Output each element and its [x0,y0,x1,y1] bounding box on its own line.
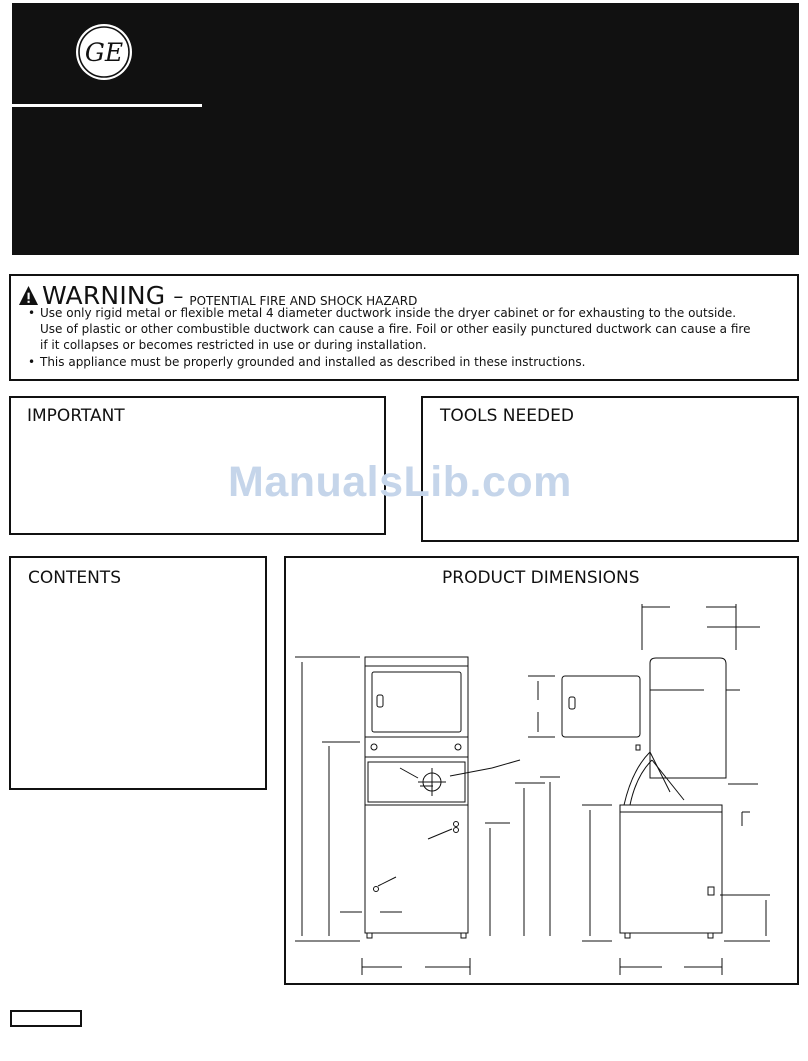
warning-line: This appliance must be properly grounded and installed as described in these instructions. [40,355,586,369]
warning-title: WARNING [42,281,166,310]
brand-logo-text: GE [84,38,124,67]
warning-line: Use only rigid metal or flexible metal 4 diameter ductwork inside the dryer cabinet or for exhausting to the outside. [40,306,737,320]
door-detail-drawing [528,676,640,737]
watermark: ManualsLib.com [228,458,572,506]
tools-title: TOOLS NEEDED [440,406,574,426]
warning-line: Use of plastic or other combustible ductwork can cause a fire. Foil or other easily punctured ductwork can cause a fire [40,322,751,336]
page-tag-box [10,1010,82,1027]
warning-dash: – [173,284,184,308]
contents-title: CONTENTS [28,568,121,588]
dimensions-title: PRODUCT DIMENSIONS [442,568,640,588]
warning-subtitle: POTENTIAL FIRE AND SHOCK HAZARD [189,294,418,308]
side-view-drawing [582,604,770,975]
warning-line: if it collapses or becomes restricted in use or during installation. [40,338,427,352]
bullet-dot: • [28,306,36,320]
front-dimension-lines [295,657,560,975]
front-view-drawing [365,657,468,938]
important-title: IMPORTANT [27,406,125,426]
bullet-dot: • [28,355,36,369]
